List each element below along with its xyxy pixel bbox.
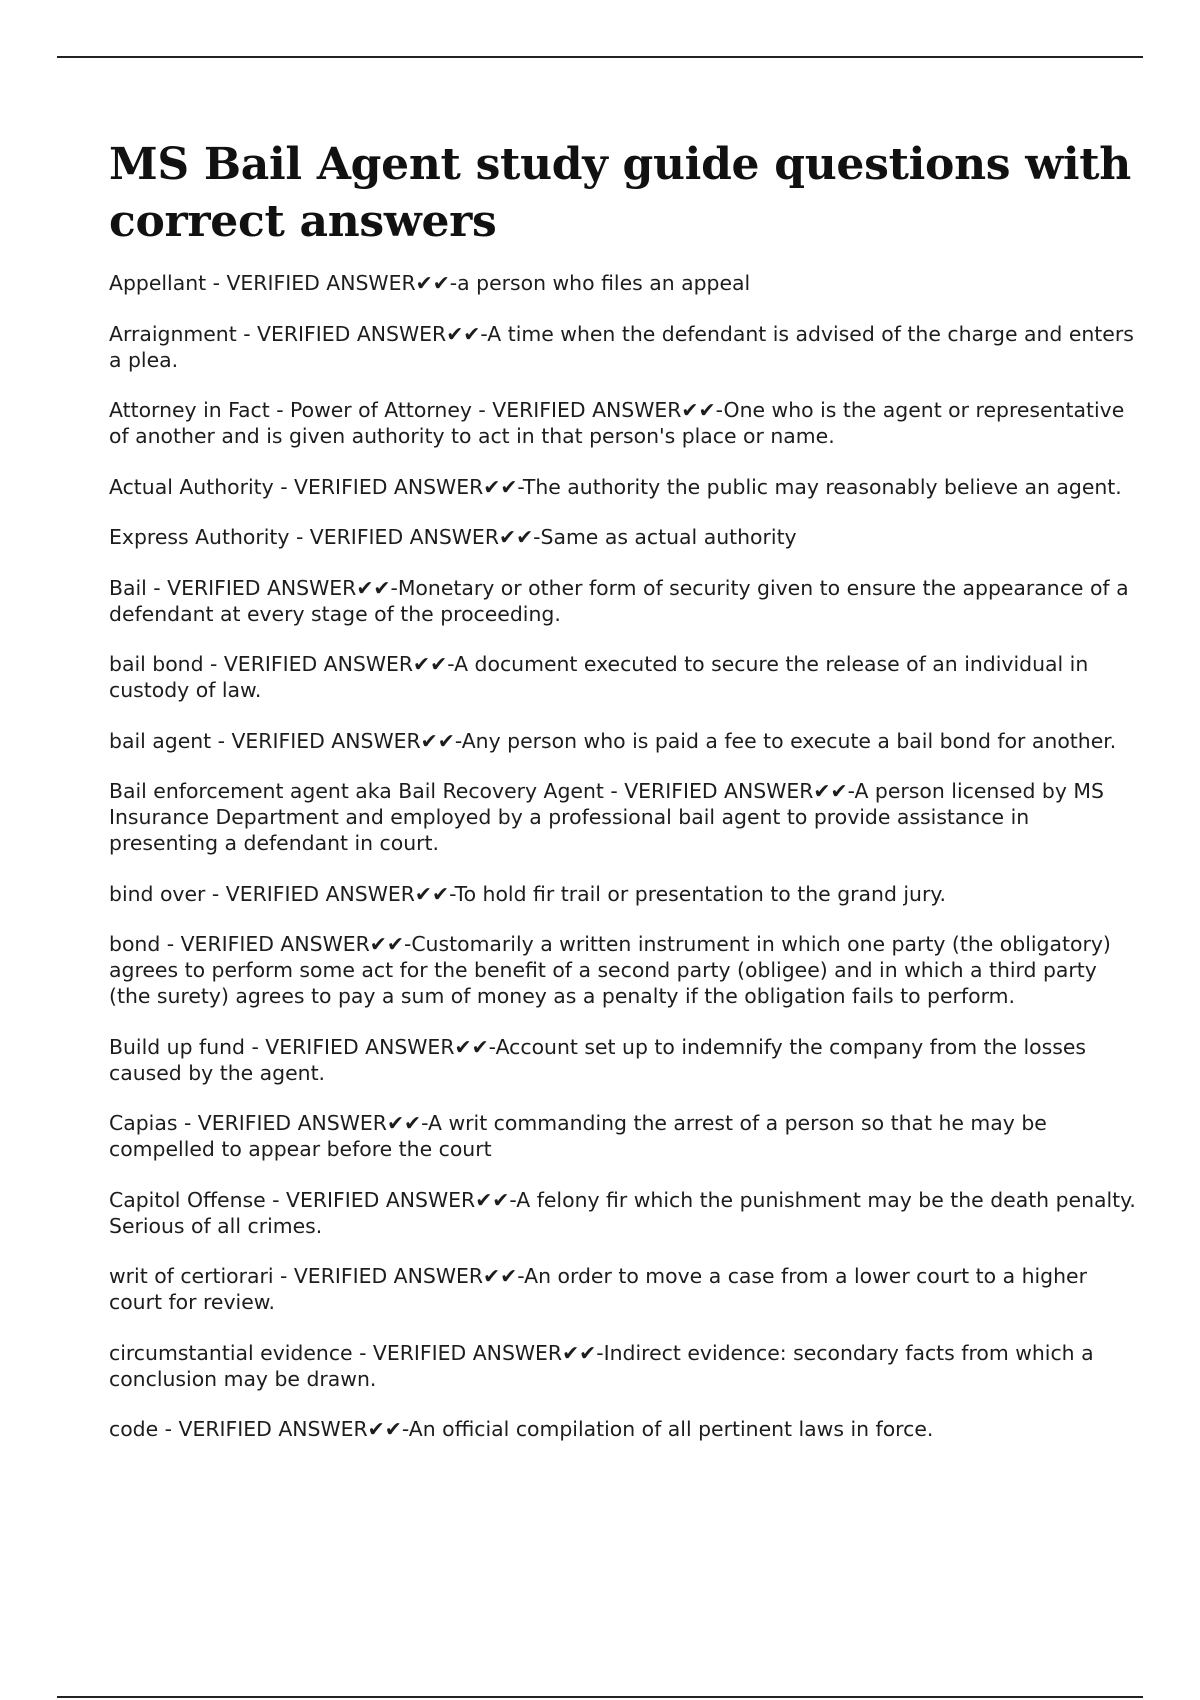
bottom-divider (57, 1696, 1143, 1698)
document-title: MS Bail Agent study guide questions with correct answers (109, 139, 1131, 247)
entry-capias: Capias - VERIFIED ANSWER✔✔-A writ commanding the arrest of a person so that he may be compelled to appear before the court (109, 1111, 1054, 1161)
top-divider (57, 56, 1143, 58)
entry-bond: bond - VERIFIED ANSWER✔✔-Customarily a written instrument in which one party (the obligatory) agrees to perform some act for the benefit of a second party (obligee) and in which a third party (the surety) agrees to pay a sum of money as a penalty if the obligation fails to perform. (109, 932, 1118, 1008)
entry-bind-over: bind over - VERIFIED ANSWER✔✔-To hold fir trail or presentation to the grand jury. (109, 881, 946, 906)
entry-circumstantial-evidence: circumstantial evidence - VERIFIED ANSWER✔✔-Indirect evidence: secondary facts from which a conclusion may be drawn. (109, 1340, 1101, 1391)
entry-bail-agent: bail agent - VERIFIED ANSWER✔✔-Any person who is paid a fee to execute a bail bond for another. (109, 728, 1117, 753)
entry-bail-enforcement-agent: Bail enforcement agent aka Bail Recovery Agent - VERIFIED ANSWER✔✔-A person licensed by MS Insurance Department and employed by a professional bail agent to provide assistance in presenting a defendant in court. (109, 779, 1111, 855)
entry-capitol-offense: Capitol Offense - VERIFIED ANSWER✔✔-A felony fir which the punishment may be the death penalty. Serious of all crimes. (109, 1187, 1143, 1238)
entry-bail: Bail - VERIFIED ANSWER✔✔-Monetary or other form of security given to ensure the appearance of a defendant at every stage of the proceeding. (109, 575, 1136, 626)
document-body (109, 136, 1143, 1467)
entry-appellant: Appellant - VERIFIED ANSWER✔✔-a person who files an appeal (109, 271, 751, 295)
entry-actual-authority: Actual Authority - VERIFIED ANSWER✔✔-The authority the public may reasonably believe an agent. (109, 474, 1122, 499)
entry-express-authority: Express Authority - VERIFIED ANSWER✔✔-Same as actual authority (109, 525, 797, 549)
entry-writ-of-certiorari: writ of certiorari - VERIFIED ANSWER✔✔-An order to move a case from a lower court to a higher court for review. (109, 1264, 1094, 1314)
entry-list (109, 270, 1143, 1442)
entry-attorney-in-fact: Attorney in Fact - Power of Attorney - VERIFIED ANSWER✔✔-One who is the agent or representative of another and is given authority to act in that person's place or name. (109, 398, 1131, 448)
entry-arraignment: Arraignment - VERIFIED ANSWER✔✔-A time when the defendant is advised of the charge and enters a plea. (109, 321, 1141, 372)
entry-bail-bond: bail bond - VERIFIED ANSWER✔✔-A document executed to secure the release of an individual in custody of law. (109, 652, 1095, 702)
entry-code: code - VERIFIED ANSWER✔✔-An official compilation of all pertinent laws in force. (109, 1417, 934, 1441)
entry-build-up-fund: Build up fund - VERIFIED ANSWER✔✔-Account set up to indemnify the company from the losses caused by the agent. (109, 1034, 1093, 1085)
